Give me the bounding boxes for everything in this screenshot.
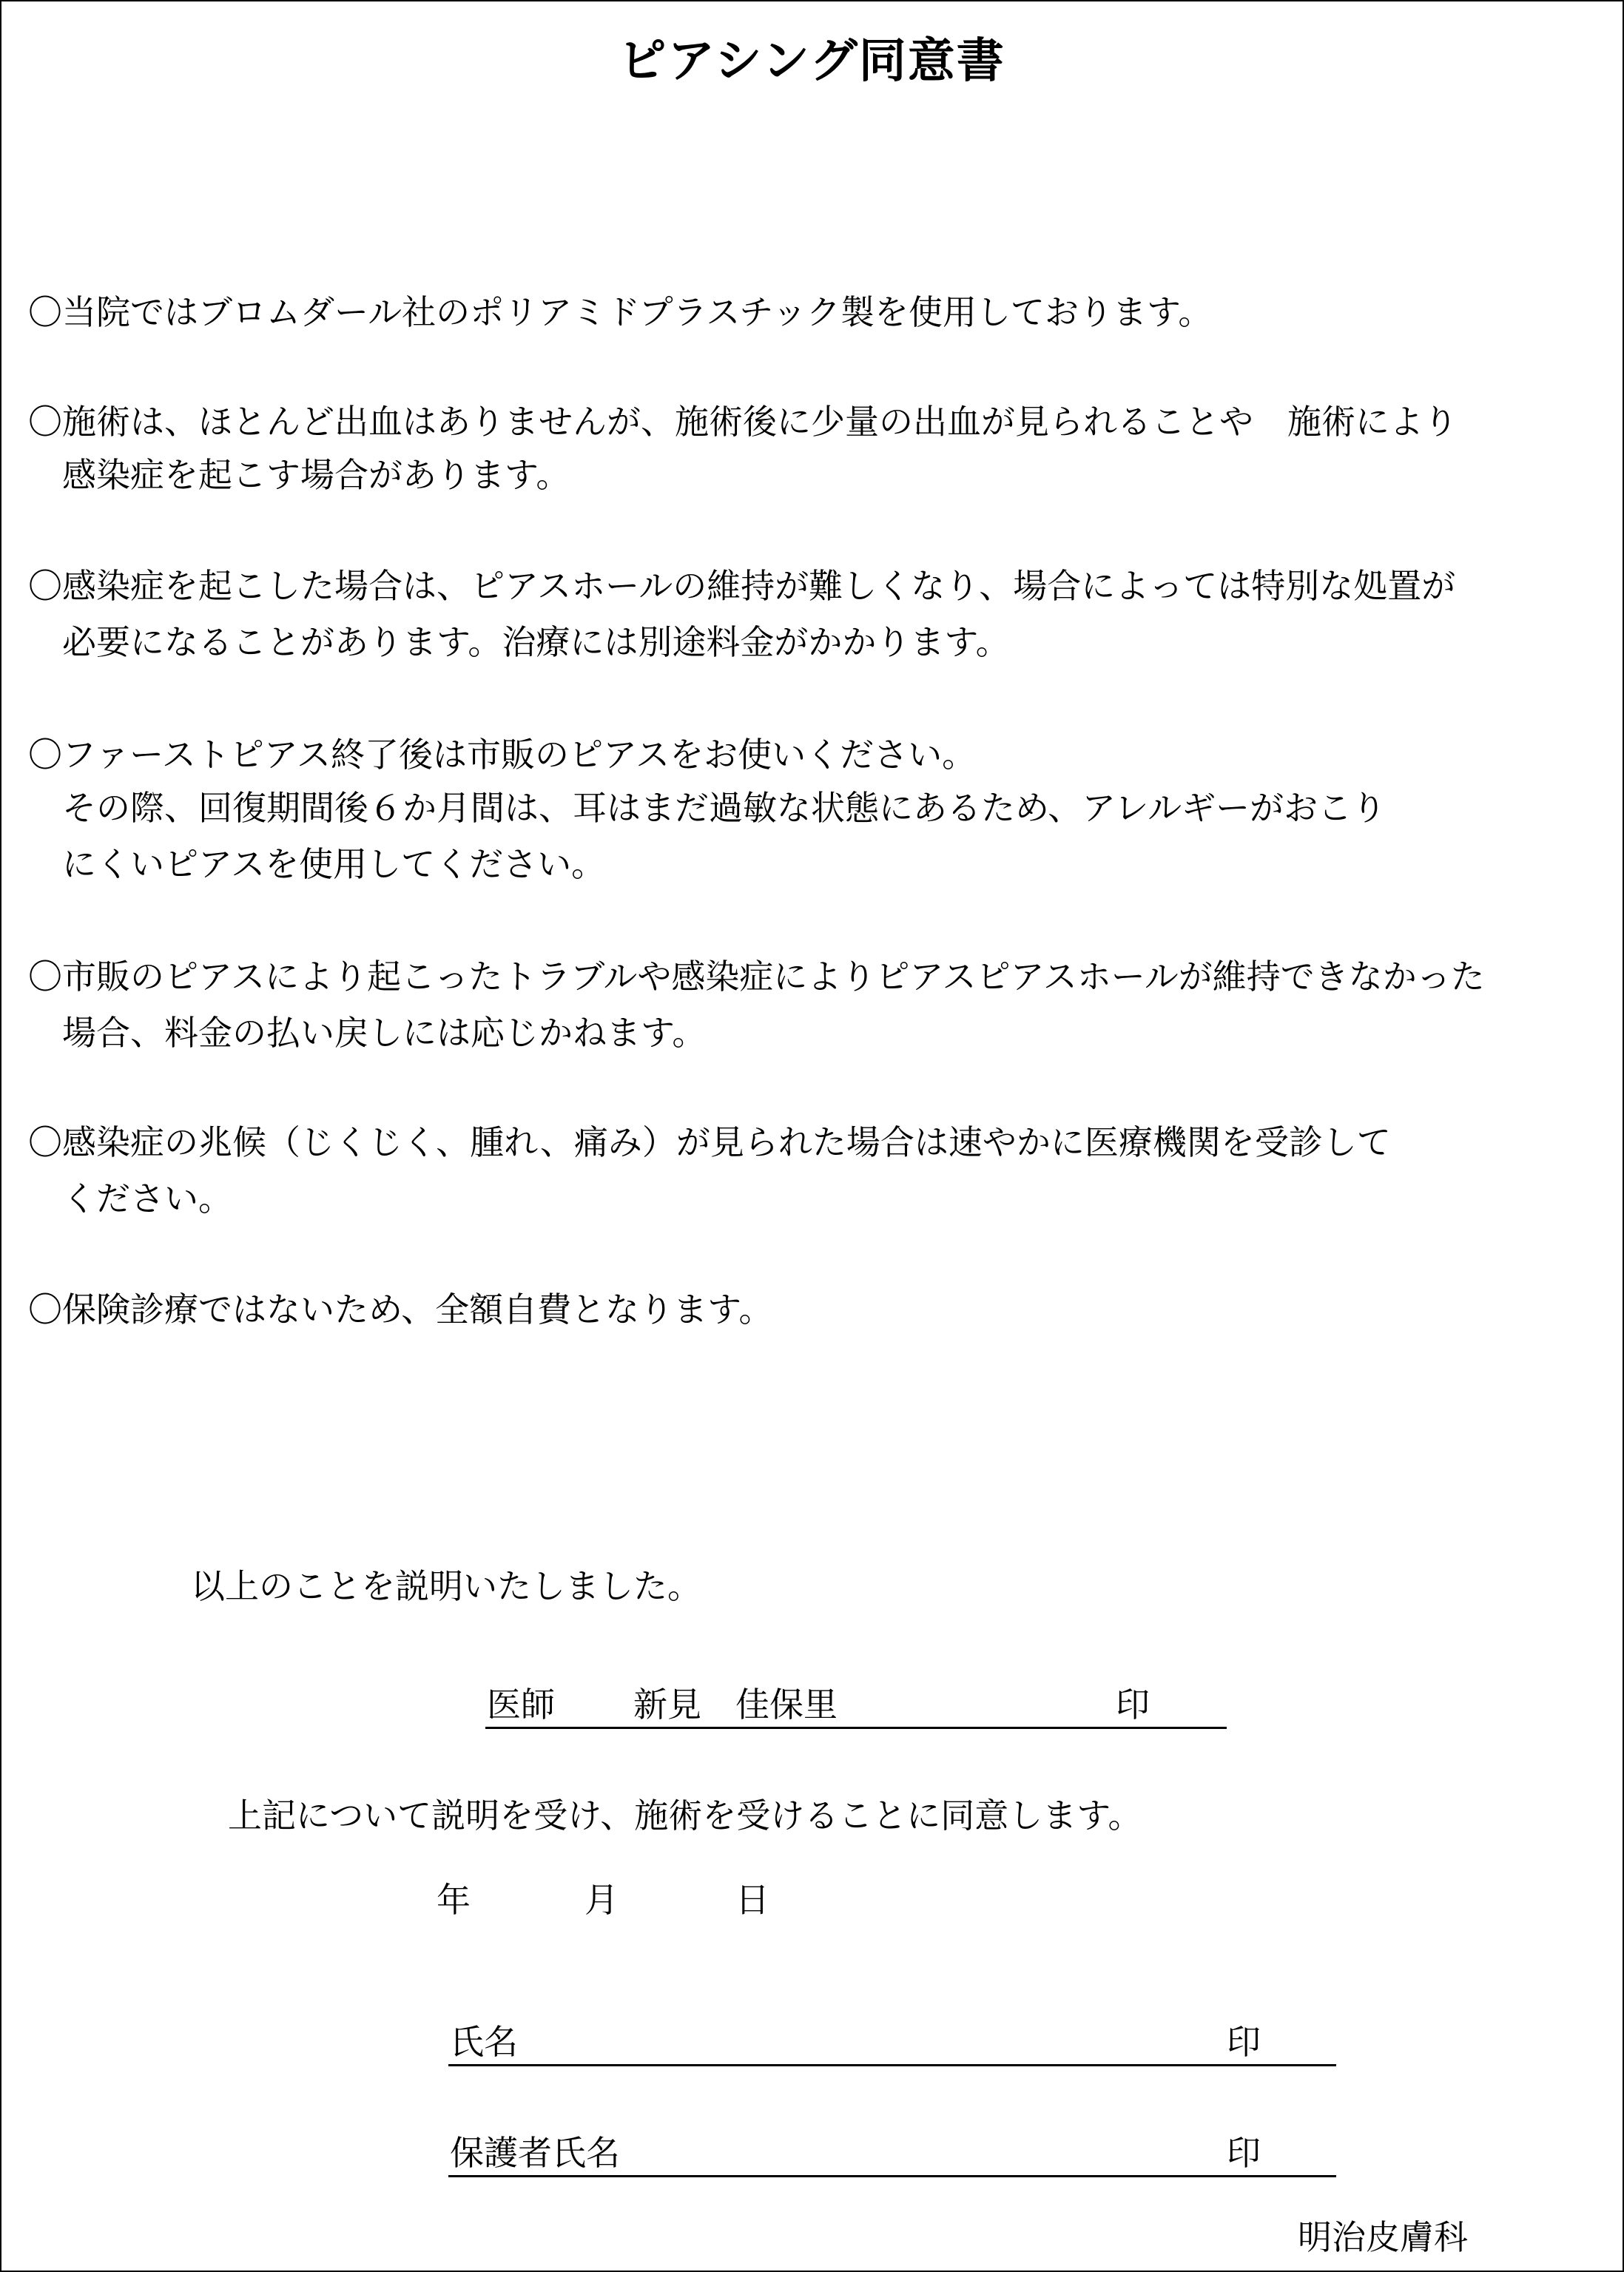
doctor-role: 医師	[487, 1685, 555, 1725]
paragraph-2-line-1: 〇施術は、ほとんど出血はありませんが、施術後に少量の出血が見られることや 施術により	[28, 402, 1458, 442]
document-title: ピアシング同意書	[619, 34, 1005, 89]
paragraph-7-line-1: 〇保険診療ではないため、全額自費となります。	[28, 1290, 773, 1329]
paragraph-4-line-2: その際、回復期間後６か月間は、耳はまだ過敏な状態にあるため、アレルギーがおこり	[28, 788, 1387, 828]
guardian-label: 保護者氏名	[450, 2133, 620, 2173]
patient-seal: 印	[1227, 2022, 1261, 2062]
date-day: 日	[735, 1880, 769, 1920]
paragraph-5-line-2: 場合、料金の払い戻しには応じかねます。	[28, 1013, 707, 1053]
paragraph-4-line-3: にくいピアスを使用してください。	[28, 844, 606, 884]
explained-statement: 以上のことを説明いたしました。	[191, 1566, 701, 1606]
guardian-seal: 印	[1227, 2133, 1261, 2173]
paragraph-4-line-1: 〇ファーストピアス終了後は市販のピアスをお使いください。	[28, 735, 977, 775]
paragraph-6-line-2: ください。	[28, 1179, 232, 1218]
guardian-signature-line[interactable]	[448, 2131, 1336, 2177]
patient-label: 氏名	[450, 2022, 518, 2062]
doctor-signature-line	[485, 1682, 1227, 1729]
date-year: 年	[437, 1880, 471, 1920]
consent-statement: 上記について説明を受け、施術を受けることに同意します。	[228, 1796, 1142, 1836]
paragraph-1-line-1: 〇当院ではブロムダール社のポリアミドプラスチック製を使用しております。	[28, 292, 1213, 332]
paragraph-3-line-2: 必要になることがあります。治療には別途料金がかかります。	[28, 622, 1010, 662]
doctor-name: 新見 佳保里	[633, 1685, 838, 1725]
clinic-name: 明治皮膚科	[1298, 2217, 1468, 2257]
paragraph-5-line-1: 〇市販のピアスにより起こったトラブルや感染症によりピアスピアスホールが維持できなかった	[28, 957, 1485, 997]
paragraph-2-line-2: 感染症を起こす場合があります。	[28, 455, 570, 495]
paragraph-3-line-1: 〇感染症を起こした場合は、ピアスホールの維持が難しくなり、場合によっては特別な処置が	[28, 566, 1456, 606]
patient-signature-line[interactable]	[448, 2020, 1336, 2066]
doctor-seal: 印	[1116, 1685, 1150, 1725]
paragraph-6-line-1: 〇感染症の兆候（じくじく、腫れ、痛み）が見られた場合は速やかに医療機関を受診して	[28, 1122, 1391, 1162]
date-month: 月	[584, 1880, 619, 1920]
